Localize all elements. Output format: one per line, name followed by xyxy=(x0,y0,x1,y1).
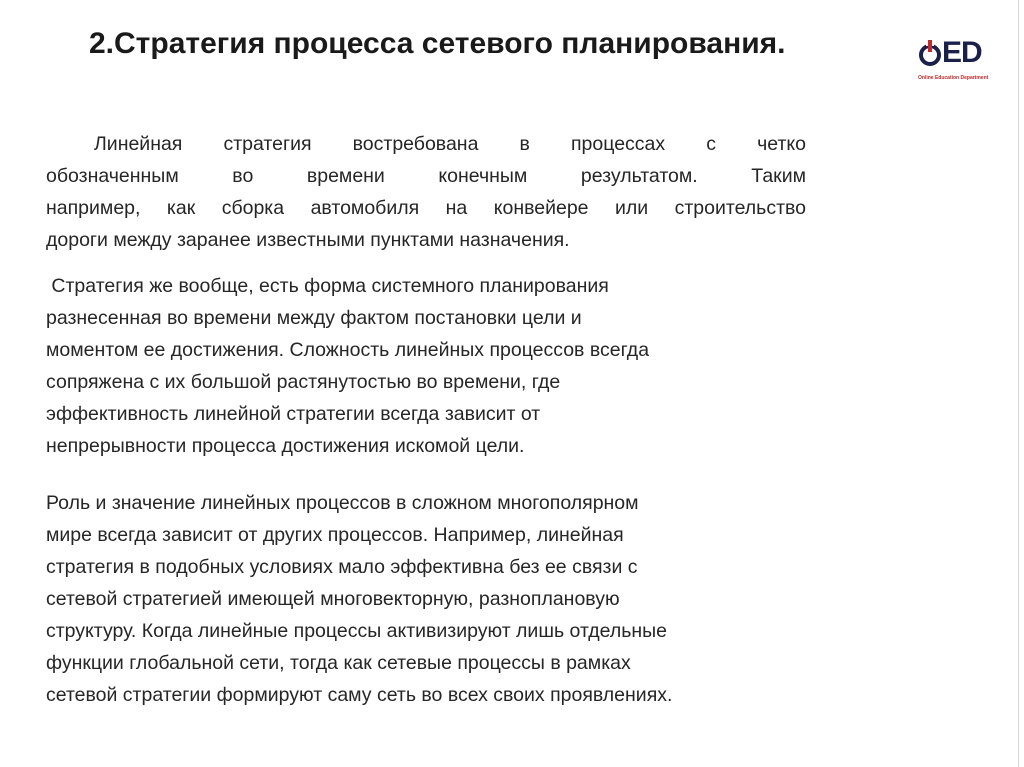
text-line: сетевой стратегии формируют саму сеть во всех своих проявлениях. xyxy=(46,684,673,706)
text-line: моментом ее достижения. Сложность линейных процессов всегда xyxy=(46,339,650,361)
paragraph-role-of-linear-processes xyxy=(46,487,826,711)
paragraph-strategy-definition xyxy=(46,270,806,462)
text-line: непрерывности процесса достижения искомой цели. xyxy=(46,435,525,457)
text-line: мире всегда зависит от других процессов. Например, линейная xyxy=(46,524,624,546)
text-line: разнесенная во времени между фактом постановки цели и xyxy=(46,307,582,329)
text-line: Линейная стратегия востребована в процессах с четко xyxy=(94,133,806,155)
text-line: Стратегия же вообще, есть форма системного планирования xyxy=(46,275,609,297)
logo-text: ED xyxy=(942,36,982,69)
oed-logo xyxy=(918,38,1002,86)
page-title: 2.Стратегия процесса сетевого планирования. xyxy=(89,27,786,60)
power-icon xyxy=(918,38,942,68)
logo-subtitle: Online Education Department xyxy=(918,75,989,81)
text-line: дороги между заранее известными пунктами назначения. xyxy=(46,229,570,251)
slide-border xyxy=(1018,0,1019,767)
text-line: стратегия в подобных условиях мало эффективна без ее связи с xyxy=(46,556,638,578)
text-line: функции глобальной сети, тогда как сетевые процессы в рамках xyxy=(46,652,631,674)
text-line: сетевой стратегией имеющей многовекторную, разноплановую xyxy=(46,588,620,610)
text-line: обозначенным во времени конечным результатом. Таким xyxy=(46,165,806,187)
text-line: структуру. Когда линейные процессы активизируют лишь отдельные xyxy=(46,620,667,642)
text-line: Роль и значение линейных процессов в сложном многополярном xyxy=(46,492,639,514)
text-line: например, как сборка автомобиля на конвейере или строительство xyxy=(46,197,806,219)
text-line: эффективность линейной стратегии всегда зависит от xyxy=(46,403,541,425)
text-line: сопряжена с их большой растянутостью во времени, где xyxy=(46,371,561,393)
paragraph-linear-strategy xyxy=(46,128,806,256)
